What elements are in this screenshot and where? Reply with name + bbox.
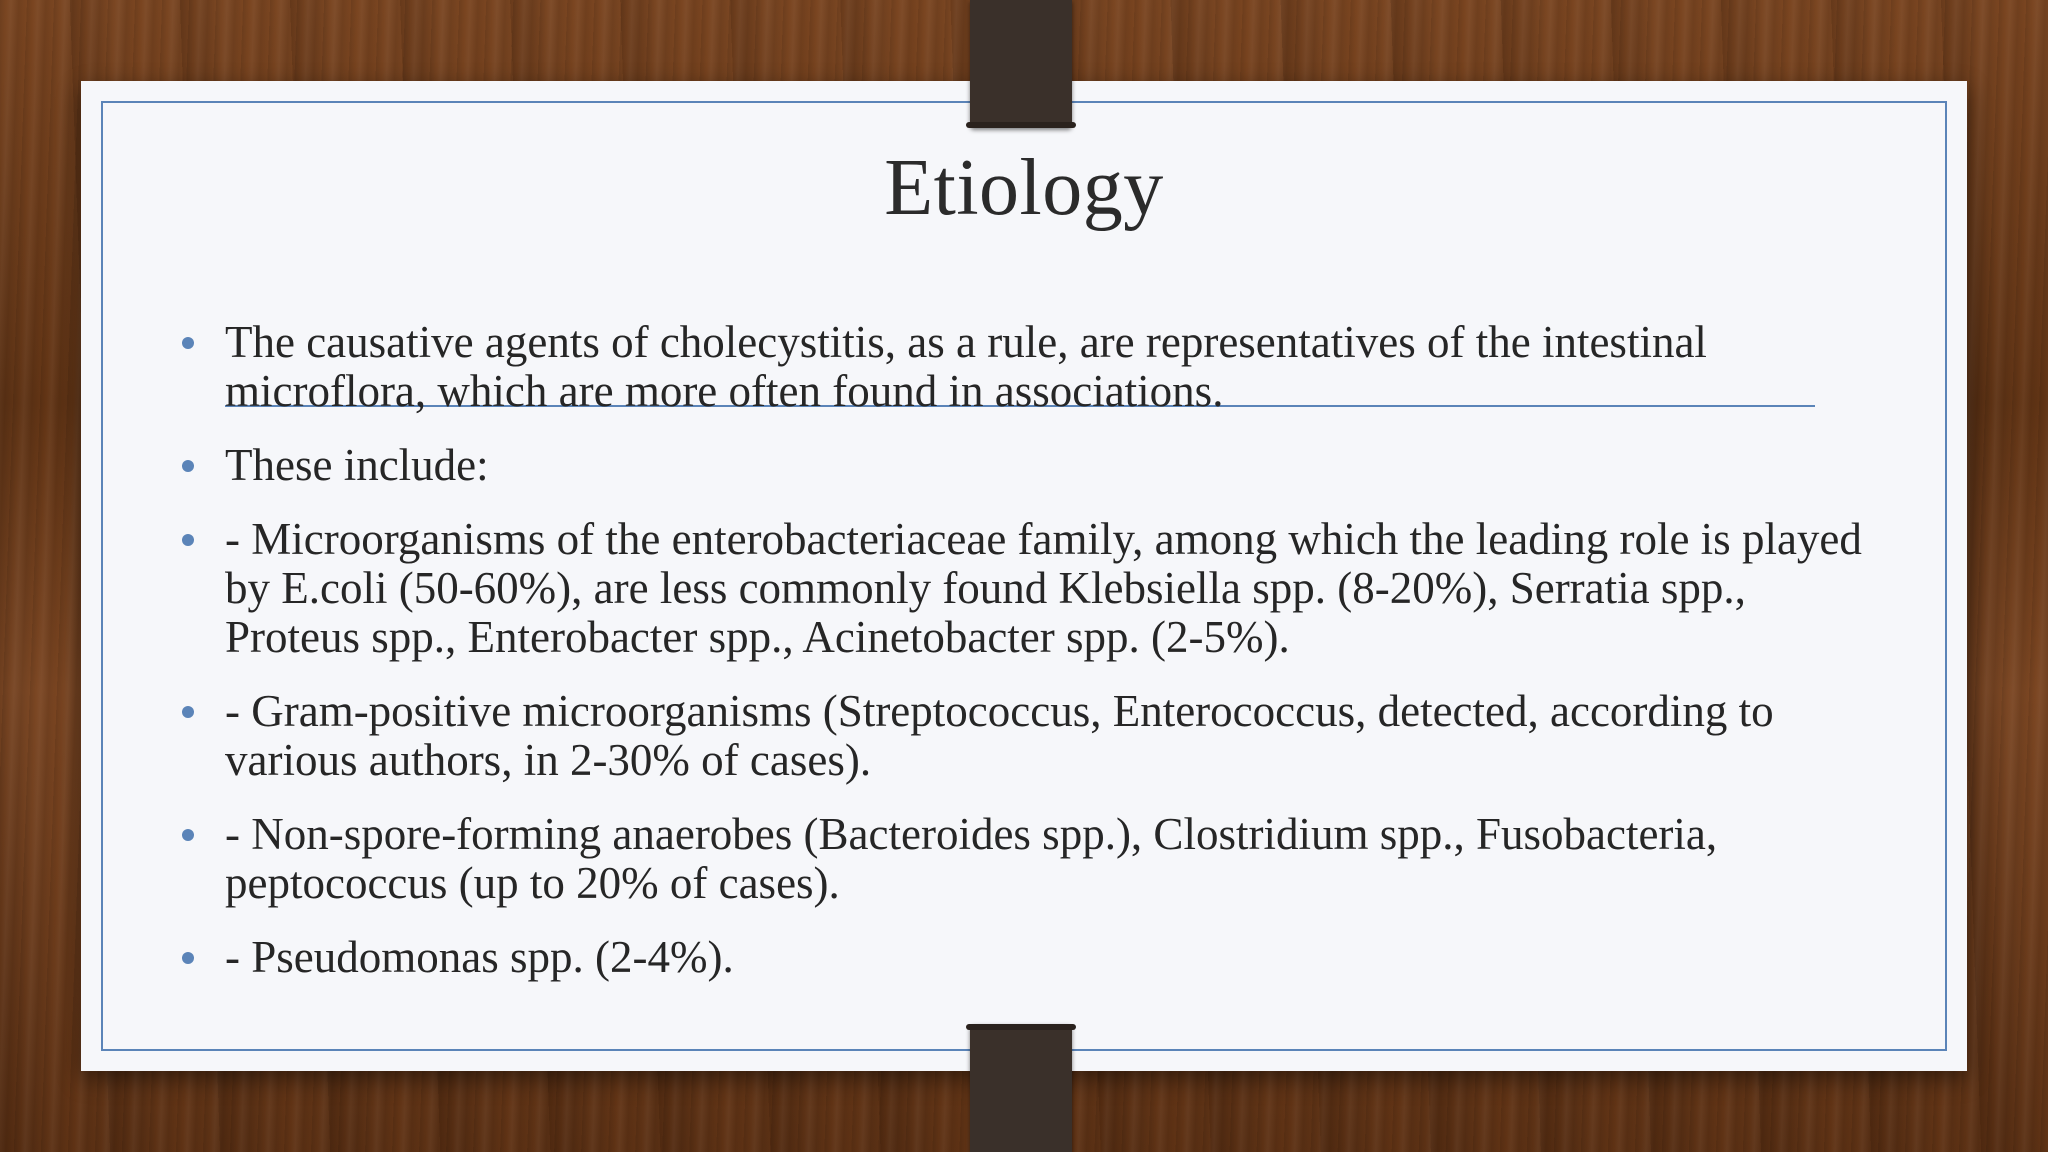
bullet-dot-icon xyxy=(182,534,194,546)
bullet-list xyxy=(178,318,1878,1007)
bullet-item xyxy=(178,441,1878,490)
bullet-item xyxy=(178,933,1878,982)
bullet-dot-icon xyxy=(182,829,194,841)
slide-title: Etiology xyxy=(884,144,1164,232)
bullet-item xyxy=(178,687,1878,785)
bottom-clip-icon xyxy=(970,1024,1072,1152)
bullet-text: - Microorganisms of the enterobacteriaceae family, among which the leading role is played by E.coli (50-60%), are less commonly found Klebsiella spp. (8-20%), Serratia spp., Proteus spp., Enterobacter spp., Acinetobacter spp. (2-5%). xyxy=(225,514,1862,662)
bullet-dot-icon xyxy=(182,460,194,472)
bullet-text: - Gram-positive microorganisms (Streptococcus, Enterococcus, detected, according to various authors, in 2-30% of cases). xyxy=(225,686,1774,785)
bullet-dot-icon xyxy=(182,952,194,964)
bullet-text: These include: xyxy=(225,440,489,490)
bullet-text: - Non-spore-forming anaerobes (Bacteroides spp.), Clostridium spp., Fusobacteria, peptococcus (up to 20% of cases). xyxy=(225,809,1718,908)
bullet-text: The causative agents of cholecystitis, as a rule, are representatives of the intestinal microflora, which are more often found in associations. xyxy=(225,317,1707,416)
bullet-item xyxy=(178,318,1878,416)
bullet-dot-icon xyxy=(182,337,194,349)
top-clip-icon xyxy=(970,0,1072,128)
bullet-dot-icon xyxy=(182,706,194,718)
bullet-item xyxy=(178,515,1878,662)
bullet-text: - Pseudomonas spp. (2-4%). xyxy=(225,932,734,982)
bullet-item xyxy=(178,810,1878,908)
